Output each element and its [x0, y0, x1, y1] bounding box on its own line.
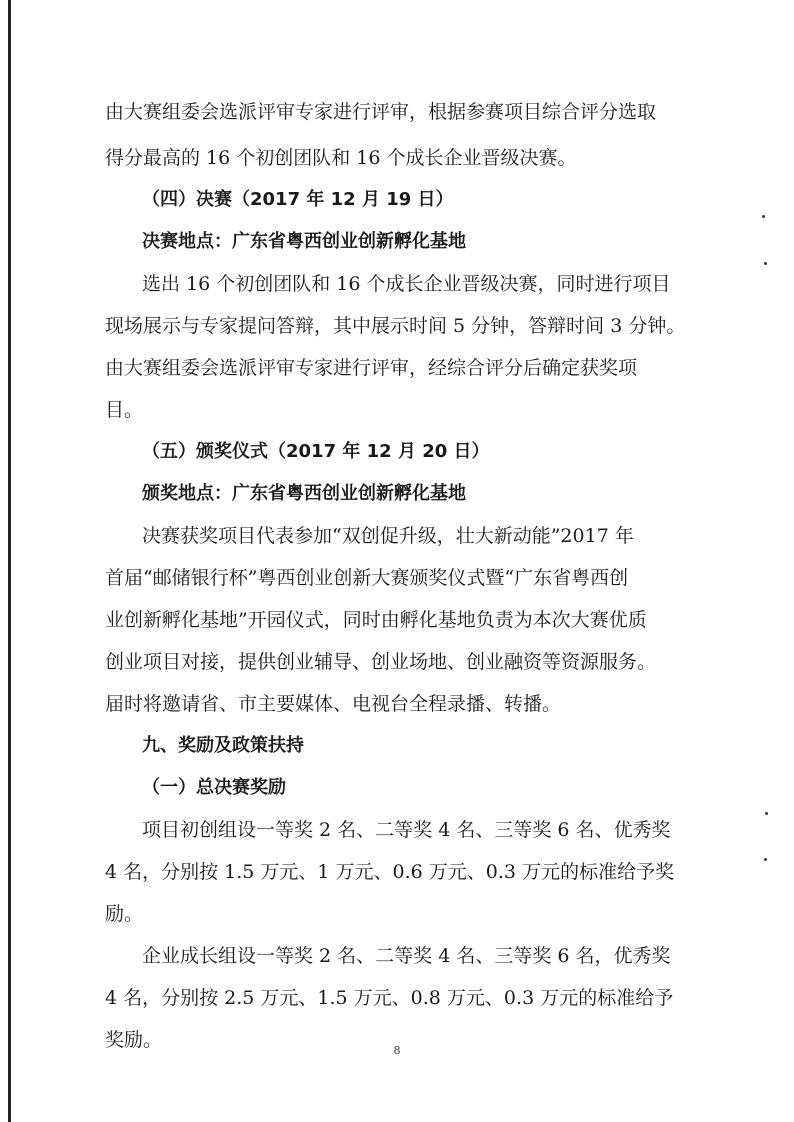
award-location: 颁奖地点：广东省粤西创业创新孵化基地: [142, 483, 466, 504]
scan-speck: [764, 262, 767, 265]
section-heading-final: （四）决赛（2017 年 12 月 19 日）: [142, 189, 454, 210]
scan-speck: [762, 215, 765, 218]
paragraph-line: 决赛获奖项目代表参加“双创促升级，壮大新动能”2017 年: [142, 525, 634, 547]
paragraph-line: 创业项目对接，提供创业辅导、创业场地、创业融资等资源服务。: [105, 651, 657, 673]
paragraph-line: 励。: [105, 903, 144, 925]
paragraph-line: 企业成长组设一等奖 2 名、二等奖 4 名、三等奖 6 名，优秀奖: [142, 945, 671, 967]
paragraph-line: 奖励。: [105, 1029, 163, 1051]
paragraph-line: 4 名，分别按 1.5 万元、1 万元、0.6 万元、0.3 万元的标准给予奖: [105, 861, 675, 883]
scan-speck: [765, 812, 768, 815]
paragraph-line: 由大赛组委会选派评审专家进行评审，根据参赛项目综合评分选取: [105, 101, 657, 123]
paragraph-line: 得分最高的 16 个初创团队和 16 个成长企业晋级决赛。: [105, 147, 577, 169]
paragraph-line: 项目初创组设一等奖 2 名、二等奖 4 名、三等奖 6 名、优秀奖: [142, 819, 671, 841]
section-heading-rewards: 九、奖励及政策扶持: [142, 735, 304, 756]
paragraph-line: 届时将邀请省、市主要媒体、电视台全程录播、转播。: [105, 693, 562, 715]
section-heading-award-ceremony: （五）颁奖仪式（2017 年 12 月 20 日）: [142, 441, 490, 462]
paragraph-line: 目。: [105, 399, 144, 421]
page-number: 8: [393, 1044, 401, 1057]
paragraph-line: 由大赛组委会选派评审专家进行评审，经综合评分后确定获奖项: [105, 357, 638, 379]
paragraph-line: 选出 16 个初创团队和 16 个成长企业晋级决赛，同时进行项目: [142, 273, 671, 295]
paragraph-line: 现场展示与专家提问答辩，其中展示时间 5 分钟，答辩时间 3 分钟。: [105, 315, 686, 337]
paragraph-line: 业创新孵化基地”开园仪式，同时由孵化基地负责为本次大赛优质: [105, 609, 647, 631]
scan-edge-line: [8, 0, 11, 1122]
scan-speck: [764, 858, 767, 861]
subsection-heading-final-rewards: （一）总决赛奖励: [142, 777, 286, 798]
final-location: 决赛地点：广东省粤西创业创新孵化基地: [142, 231, 466, 252]
paragraph-line: 首届“邮储银行杯”粤西创业创新大赛颁奖仪式暨“广东省粤西创: [105, 567, 629, 589]
paragraph-line: 4 名，分别按 2.5 万元、1.5 万元、0.8 万元、0.3 万元的标准给予: [105, 987, 674, 1009]
